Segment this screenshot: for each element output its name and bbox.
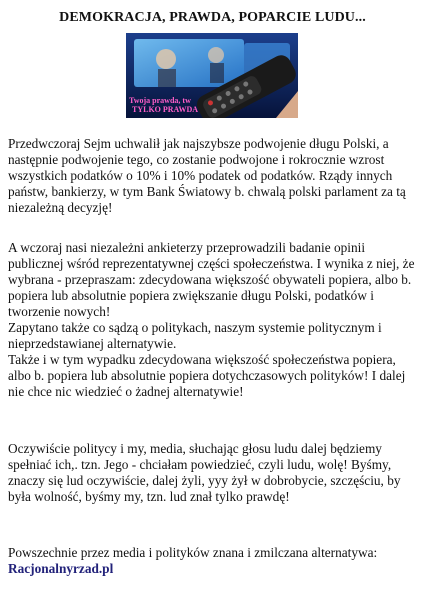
paragraph-2 — [8, 240, 420, 320]
paragraph-3-text-b: Także i w tym wypadku zdecydowana większość społeczeństwa popiera, albo b. popiera lub absolutnie popiera dotychczasowych polityków! I dalej nie chce nic wiedzieć o żadnej alternatywie! — [8, 352, 406, 399]
image-caption-line-2: TYLKO PRAWDA — [132, 105, 199, 114]
paragraph-1-text: Przedwczoraj Sejm uchwalił jak najszybsze podwojenie długu Polski, a następnie podwojenie tego, co zostanie podwojone i rokrocznie wzrost wszystkich podatków o 10% i 10% podatek od podatków. Rządy innych państw, bankierzy, w tym Bank Światowy b. chwalą polski parlament za tą niezależną decyzję! — [8, 136, 406, 215]
image-caption-line-1: Twoja prawda, tw — [129, 96, 191, 105]
paragraph-1 — [8, 136, 420, 216]
paragraph-5 — [8, 545, 420, 577]
paragraph-5-lead: Powszechnie przez media i polityków znana i zmilczana alternatywa: — [8, 545, 378, 560]
tv-remote-image — [126, 33, 298, 118]
paragraph-4-text: Oczywiście politycy i my, media, słuchając głosu ludu dalej będziemy spełniać ich,. tzn. Jego - chciałam powiedzieć, czyli ludu, wolę! Byśmy, znaczy się lud oczywiście, dalej żyli, yyy żył w dobrobycie, szczęściu, by była wolność, byśmy my, tzn. lud znał tylko prawdę! — [8, 441, 401, 504]
tv-remote-illustration — [126, 33, 298, 118]
paragraph-3-text-a: Zapytano także co sądzą o politykach, naszym systemie politycznym i nieprzedstawianej alternatywie. — [8, 320, 382, 351]
paragraph-4 — [8, 441, 420, 505]
paragraph-5-text — [8, 545, 420, 577]
paragraph-3 — [8, 320, 420, 400]
paragraph-2-text: A wczoraj nasi niezależni ankieterzy przeprowadzili badanie opinii publicznej wśród reprezentatywnej części społeczeństwa. I wynika z niej, że wybrana - przepraszam: zdecydowana większość obywateli popiera, albo b. popiera lub absolutnie popiera zwiększanie długu Polski, podatków i tworzenie nowych! — [8, 240, 415, 319]
page-title: DEMOKRACJA, PRAWDA, POPARCIE LUDU... — [59, 10, 366, 25]
racjonalnyrzad-link[interactable]: Racjonalnyrzad.pl — [8, 561, 114, 576]
